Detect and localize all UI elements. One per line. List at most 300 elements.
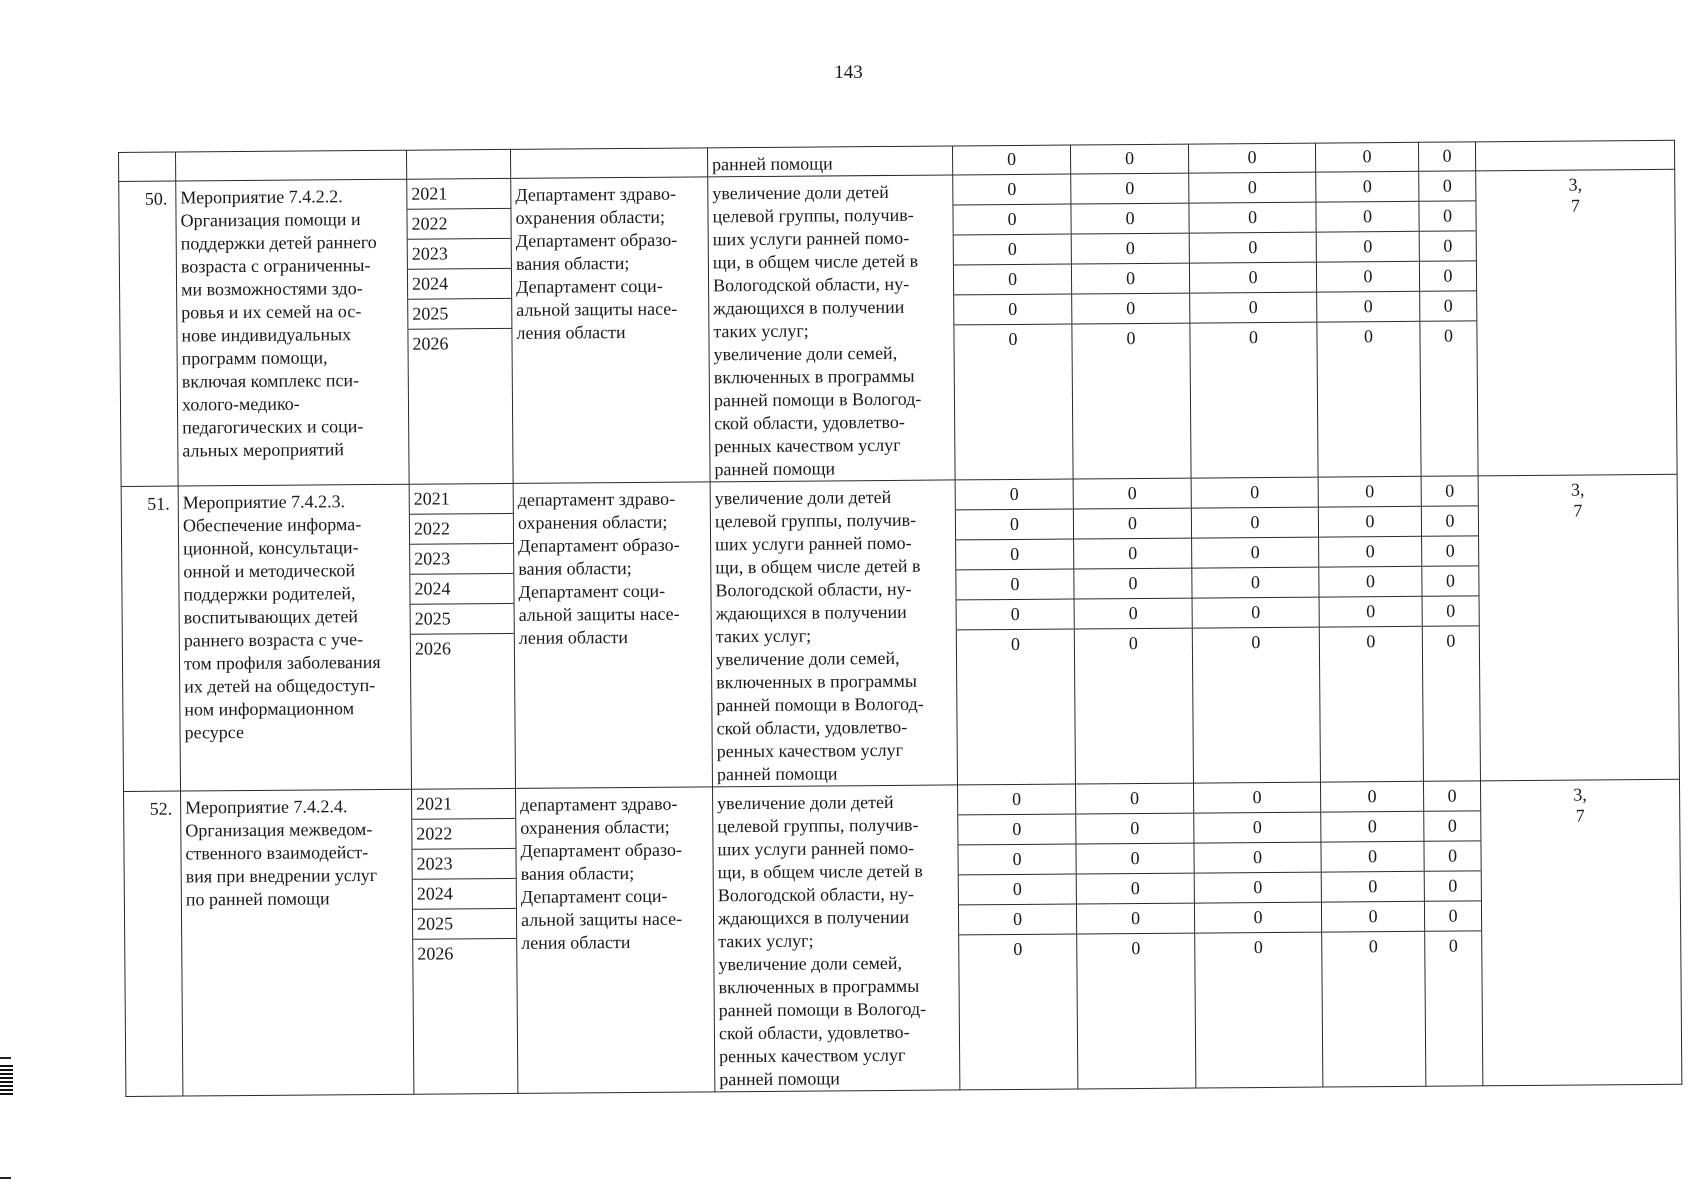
executor-line: охранения области; [515,206,665,228]
value-row [1077,873,1194,904]
measure-name-line: Мероприятие 7.4.2.3. [182,491,346,513]
value-cell: 0 [1192,567,1318,598]
value-cell: 0 [956,509,1073,540]
value-cell: 0 [1419,171,1475,201]
value-cell: 0 [954,264,1071,295]
measure-row [124,779,1682,1096]
value-row [1420,321,1476,351]
related-indicator: 7 [1570,195,1581,216]
executor-line: департамент здраво- [520,793,678,815]
measure-name-line: по ранней помощи [185,888,330,910]
row-number: 51. [121,486,180,791]
value-cell: 0 [1072,233,1189,264]
value-cell: 0 [1131,937,1141,959]
value-cell: 0 [1008,328,1018,350]
result-line: щи, в общем числе детей в [712,250,919,273]
year-row [407,179,510,209]
result-line: увеличение доли семей, [713,342,898,365]
executor-line: ления области [518,627,629,648]
value-cell: 0 [1321,782,1423,812]
value-row [1319,566,1421,597]
values-list [1419,171,1476,350]
value-row [1193,627,1319,657]
executor-line: охранения области; [517,511,668,533]
result-line: ренных качеством услуг [716,739,904,762]
measure-name-line: вия при внедрении услуг [185,864,378,887]
measure-name-line: Организация межведом- [185,819,373,841]
years-list [407,179,511,359]
value-cell: 0 [1420,261,1476,291]
result-line: ранней помощи [712,153,833,175]
value-cell: 0 [956,569,1073,600]
value-cell: 0 [1317,291,1419,322]
values-cell [1318,476,1423,782]
value-row [1189,173,1315,203]
value-row [1074,538,1191,569]
measure-name-line: поддержки родителей, [183,583,356,605]
value-cell: 0 [1248,327,1259,348]
value-row [959,934,1076,964]
measure-name-line: ном информационном [184,698,355,720]
result-line: включенных в программы [713,365,915,388]
page-number: 143 [834,62,863,83]
value-row [1192,567,1318,598]
values-cell [1419,171,1478,476]
year-row [407,208,510,239]
value-row [1316,201,1418,232]
value-cell: 0 [1317,231,1419,262]
value-cell: 0 [1072,263,1189,294]
value-cell: 0 [958,785,1075,815]
value-cell: 0 [1420,231,1476,261]
value-cell: 0 [1424,811,1480,841]
value-cell: 0 [1446,630,1456,651]
result-line: ранней помощи в Вологод- [716,693,924,716]
value-row [957,599,1074,630]
result-line: увеличение доли семей, [718,952,903,975]
executor-line: ления области [521,932,631,953]
value-row [956,509,1073,540]
value-cell: 0 [1071,203,1188,234]
value-row [959,904,1076,935]
value-row [1192,478,1318,508]
value-row [1076,843,1193,874]
value-cell: 0 [1076,784,1193,814]
empty-cell [406,149,510,179]
value-row [1074,508,1191,539]
value-row [1422,476,1478,506]
value-row [1322,901,1424,932]
related-indicator: 7 [1573,500,1583,521]
year-row [408,298,511,329]
values-cell [1421,476,1480,781]
result-line: ранней помощи [719,1068,840,1090]
measure-name-line: ционной, консультаци- [183,537,359,559]
value-row [1422,536,1478,566]
value-cell: 0 [1192,478,1318,508]
measure-name-line: педагогических и соци- [182,416,364,438]
value-cell: 0 [1192,537,1318,568]
value-cell: 0 [1192,507,1318,538]
value-row [1077,933,1194,963]
value-row [1192,537,1318,568]
values-cell [957,784,1077,1090]
value-cell: 0 [1368,936,1378,957]
value-row [1194,812,1320,843]
value-row [1316,172,1418,202]
result-line: ской области, удовлетво- [714,411,905,434]
value-row [1425,931,1481,961]
barcode-mark [0,1065,13,1097]
result-cell [713,785,960,1092]
result-line: ждающихся в получении [717,906,910,929]
result-line: ждающихся в получении [715,601,907,624]
value-row [957,629,1074,659]
value-cell: 0 [1424,841,1480,871]
result-line: ших услуги ранней помо- [715,532,912,555]
value-row [1074,479,1191,509]
value-cell: 0 [952,145,1070,175]
executor-line: Департамент здраво- [515,183,677,205]
measure-name-line: Мероприятие 7.4.2.4. [185,796,348,818]
value-row [1075,628,1192,658]
measure-name-line: их детей на общедоступ- [184,674,376,697]
year-value: 2025 [408,298,511,329]
related-indicator: 7 [1575,805,1585,826]
values-list [1316,172,1419,352]
year-row [413,908,516,939]
executor-line: вания области; [515,252,630,274]
year-value: 2021 [410,484,513,514]
value-row [1420,231,1476,261]
result-line: таких услуг; [718,930,814,952]
value-row [1317,261,1419,292]
value-row [954,294,1071,325]
year-row [410,484,513,514]
measure-name-line: ственного взаимодейст- [185,842,369,864]
result-line: Вологодской области, ну- [715,578,912,601]
result-line: увеличение доли детей [714,486,892,509]
value-row [956,539,1073,570]
result-line: ранней помощи в Вологод- [713,388,922,411]
value-row [1076,813,1193,844]
years-cell [407,178,513,484]
value-cell: 0 [1076,843,1193,874]
value-row [956,569,1073,600]
empty-cell [510,148,707,179]
value-cell: 0 [1448,935,1458,956]
measure-name-line: том профиля заболевания [183,651,381,674]
result-line: таких услуг; [715,625,812,647]
value-row [1072,293,1189,324]
value-row [1422,506,1478,536]
value-row [1317,231,1419,262]
values-list [1192,478,1319,658]
value-cell: 0 [1321,841,1423,872]
result-cell [707,146,952,177]
executor-line: Департамент образо- [515,229,678,251]
values-cell [1423,781,1482,1086]
value-cell: 0 [1188,143,1315,173]
executor-line: ления области [516,322,626,343]
value-cell: 0 [1422,476,1478,506]
years-cell [409,483,515,789]
value-row [1319,477,1421,507]
value-row [1195,872,1321,903]
value-row [1317,291,1419,322]
value-cell: 0 [1126,328,1136,349]
value-cell: 0 [1077,903,1194,934]
measure-name-line: программ помощи, [181,347,328,369]
executor-cell [516,787,715,1094]
result-line: ранней помощи в Вологод- [718,998,927,1021]
value-row [1420,291,1476,321]
value-cell: 0 [1422,566,1478,596]
value-cell: 0 [1251,632,1261,653]
value-cell: 0 [1070,144,1188,174]
value-cell: 0 [1319,536,1421,567]
result-line: таких услуг; [713,320,809,342]
value-row [1072,233,1189,264]
year-value: 2026 [412,333,449,354]
value-row [1075,598,1192,629]
empty-cell [1475,140,1674,171]
value-cell: 0 [1195,872,1321,903]
related-indicator: 3, [1573,784,1587,805]
result-line: увеличение доли детей [717,791,894,814]
value-row [954,234,1071,265]
values-list [1074,479,1192,659]
measure-name-line: ми возможностями здо- [181,278,363,300]
executor-cell [511,177,710,484]
result-line: увеличение доли семей, [715,647,900,670]
value-cell: 0 [1422,506,1478,536]
value-cell: 0 [954,294,1071,325]
value-cell: 0 [1316,201,1418,232]
value-row [1321,811,1423,842]
year-value: 2025 [411,603,514,634]
value-cell: 0 [1322,901,1424,932]
year-value: 2023 [410,543,513,574]
value-cell: 0 [1322,871,1424,902]
value-cell: 0 [956,480,1073,510]
year-row [412,848,515,879]
value-row [1319,506,1421,537]
result-line: целевой группы, получив- [717,814,919,837]
value-row [1072,323,1189,353]
year-value: 2022 [410,513,513,544]
value-cell: 0 [1194,842,1320,873]
values-list [1321,782,1424,962]
value-cell: 0 [1320,596,1422,627]
measure-name-line: Организация помощи и [180,209,361,231]
year-row [412,818,515,849]
year-value: 2023 [412,848,515,879]
result-line: ренных качеством услуг [719,1044,906,1067]
result-line: ской области, удовлетво- [718,1021,910,1044]
value-cell: 0 [1189,173,1315,203]
value-cell: 0 [1422,536,1478,566]
executor-line: Департамент соци- [515,275,663,297]
values-list [1319,477,1422,657]
value-cell: 0 [959,904,1076,935]
value-row [1321,841,1423,872]
value-cell: 0 [1010,633,1020,655]
value-cell: 0 [1425,901,1481,931]
executor-line: Департамент соци- [520,885,668,907]
value-row [1320,596,1422,627]
empty-cell [176,150,407,181]
value-cell: 0 [956,539,1073,570]
value-row [1194,842,1320,873]
value-row [958,785,1075,815]
values-list [956,480,1074,660]
result-line: целевой группы, получив- [712,204,914,227]
row-number: 50. [119,181,178,486]
values-cell [1191,477,1320,783]
measures-table [118,140,1682,1097]
value-cell: 0 [1074,508,1191,539]
value-cell: 0 [1424,781,1480,811]
value-cell: 0 [1418,142,1475,171]
executor-line: охранения области; [520,816,670,838]
value-cell: 0 [1419,201,1475,231]
year-value: 2022 [412,818,515,849]
value-row [1195,902,1321,933]
value-cell: 0 [1194,812,1320,843]
value-row [1072,263,1189,294]
value-cell: 0 [957,599,1074,630]
value-row [1071,174,1188,204]
value-cell: 0 [1077,873,1194,904]
result-line: Вологодской области, ну- [717,883,915,906]
year-row [408,268,511,299]
related-indicator: 3, [1570,479,1585,500]
value-cell: 0 [1072,293,1189,324]
values-cell [1320,781,1425,1087]
measure-name-line: поддержки детей раннего [180,231,377,254]
years-list [410,484,514,664]
year-row [408,238,511,269]
result-line: ранней помощи [714,458,836,480]
measure-name-line: нове индивидуальных [181,324,352,346]
years-cell [412,788,518,1094]
value-cell: 0 [1366,631,1376,652]
edge-mark [0,1177,11,1179]
value-cell: 0 [1423,596,1479,626]
value-cell: 0 [958,844,1075,875]
measure-name-line: раннего возраста с уче- [183,629,364,651]
year-row [413,938,516,968]
measure-name-line: включая комплекс пси- [181,370,360,392]
measure-name-line: Мероприятие 7.4.2.2. [180,186,343,208]
value-row [1425,901,1481,931]
value-cell: 0 [1425,871,1481,901]
value-cell: 0 [1195,902,1321,933]
values-list [958,785,1076,965]
value-row [1320,626,1422,656]
value-cell: 0 [959,874,1076,905]
value-row [1077,903,1194,934]
value-row [1074,568,1191,599]
values-cell [955,479,1075,785]
value-cell: 0 [1420,291,1476,321]
year-value: 2021 [407,179,510,209]
year-value: 2025 [413,908,516,939]
executor-line: Департамент образо- [518,534,680,556]
value-cell: 0 [1315,142,1418,172]
value-row [1422,566,1478,596]
value-cell: 0 [1319,506,1421,537]
result-line: ской области, удовлетво- [716,716,908,739]
value-cell: 0 [953,204,1070,235]
value-cell: 0 [1074,538,1191,569]
value-row [1189,202,1315,233]
year-row [410,513,513,544]
values-list [953,175,1071,355]
value-row [1424,811,1480,841]
values-cell [1073,478,1193,784]
values-cell [1189,172,1318,478]
value-row [1194,783,1320,813]
measure-name [176,179,409,486]
value-cell: 0 [1319,477,1421,507]
value-cell: 0 [1076,813,1193,844]
values-list [1189,173,1316,353]
related-indicators [1480,779,1681,1086]
year-value: 2024 [413,878,516,909]
related-indicators [1476,169,1677,476]
executor-line: альной защиты насе- [518,603,680,625]
year-row [411,603,514,634]
value-cell: 0 [954,234,1071,265]
values-cell [1316,171,1421,477]
executor-line: Департамент образо- [520,839,683,861]
value-row [1424,781,1480,811]
result-cell [708,175,955,482]
result-line: щи, в общем числе детей в [715,555,921,578]
value-cell: 0 [1363,326,1374,347]
value-cell: 0 [1075,598,1192,629]
year-row [412,789,515,819]
result-line: ших услуги ранней помо- [717,837,915,860]
measure-row [121,474,1679,791]
executor-line: Департамент соци- [518,580,666,602]
year-value: 2023 [408,238,511,269]
measure-name-line: воспитывающих детей [183,606,359,628]
value-cell: 0 [1190,262,1316,293]
executor-cell [513,482,712,789]
value-cell: 0 [1443,325,1454,346]
value-cell: 0 [958,814,1075,845]
year-value: 2022 [407,208,510,239]
measure-name-line: альных мероприятий [182,439,345,461]
year-row [410,543,513,574]
values-list [1071,174,1189,354]
value-cell: 0 [1253,937,1263,958]
value-cell: 0 [1190,232,1316,263]
value-cell: 0 [1316,172,1418,202]
result-line: Вологодской области, ну- [712,273,910,296]
value-row [953,175,1070,205]
measure-name [181,789,414,1096]
result-line: целевой группы, получив- [714,509,917,532]
value-row [958,814,1075,845]
value-row [1425,871,1481,901]
result-line: ранней помощи [716,763,838,785]
executor-line: вания области; [520,862,635,884]
value-cell: 0 [1319,566,1421,597]
